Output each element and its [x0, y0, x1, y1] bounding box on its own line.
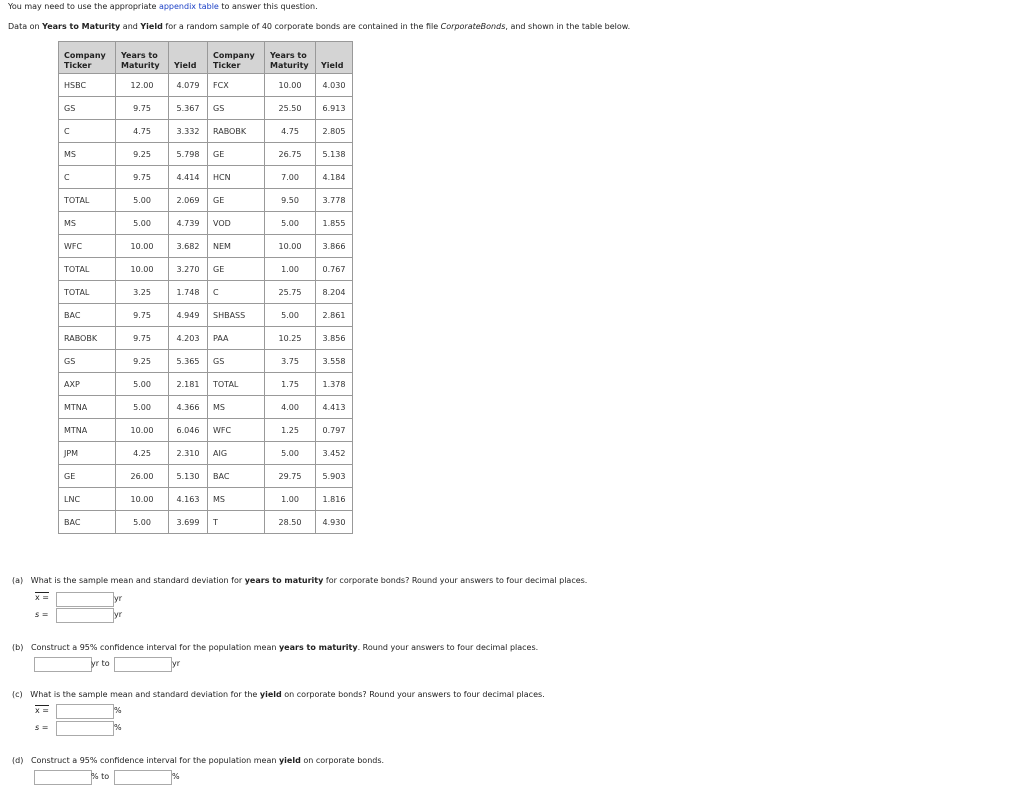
ticker-cell: NEM: [208, 235, 265, 258]
table-row: [59, 258, 353, 281]
yield-cell: 5.367: [169, 97, 208, 120]
maturity-cell: 10.00: [265, 235, 316, 258]
maturity-cell: 9.75: [116, 327, 169, 350]
yield-cell: 3.332: [169, 120, 208, 143]
yield-cell: 3.699: [169, 511, 208, 534]
maturity-cell: 25.75: [265, 281, 316, 304]
yield-cell: 1.855: [316, 212, 353, 235]
ticker-cell: MTNA: [59, 419, 116, 442]
yield-cell: 4.413: [316, 396, 353, 419]
b-unit: yr: [172, 659, 181, 668]
yield-cell: 6.913: [316, 97, 353, 120]
intro-line-2: [8, 22, 630, 31]
xbar-label: [35, 706, 49, 715]
xbar-label-text: x =: [35, 593, 49, 602]
ticker-cell: GS: [208, 350, 265, 373]
table-row: [59, 419, 353, 442]
table-row: [59, 396, 353, 419]
maturity-cell: 4.25: [116, 442, 169, 465]
c-mean-unit: %: [114, 706, 122, 715]
question-text: on corporate bonds.: [300, 756, 385, 765]
ticker-cell: WFC: [59, 235, 116, 258]
table-header-row: [59, 42, 353, 74]
ticker-cell: GS: [208, 97, 265, 120]
yield-cell: 4.739: [169, 212, 208, 235]
yield-cell: 4.030: [316, 74, 353, 97]
ticker-cell: PAA: [208, 327, 265, 350]
maturity-cell: 9.25: [116, 143, 169, 166]
intro-bold: Years to Maturity: [42, 22, 121, 31]
ticker-cell: FCX: [208, 74, 265, 97]
header-yield: Yield: [316, 42, 353, 74]
intro-line-1: [8, 2, 318, 11]
question-bold: yield: [259, 690, 282, 699]
header-years-to-maturity: Years to Maturity: [116, 42, 169, 74]
yield-cell: 2.181: [169, 373, 208, 396]
maturity-cell: 5.00: [116, 396, 169, 419]
maturity-cell: 9.75: [116, 97, 169, 120]
yield-cell: 4.203: [169, 327, 208, 350]
maturity-cell: 25.50: [265, 97, 316, 120]
ticker-cell: GE: [208, 258, 265, 281]
ticker-cell: AIG: [208, 442, 265, 465]
ticker-cell: TOTAL: [59, 281, 116, 304]
yield-cell: 3.778: [316, 189, 353, 212]
part-label: (c): [12, 690, 23, 699]
part-label: (b): [12, 643, 24, 652]
question-text: . Round your answers to four decimal places.: [357, 643, 539, 652]
yield-cell: 8.204: [316, 281, 353, 304]
yield-cell: 2.805: [316, 120, 353, 143]
header-years-to-maturity: Years to Maturity: [265, 42, 316, 74]
ticker-cell: TOTAL: [59, 189, 116, 212]
table-row: [59, 488, 353, 511]
ticker-cell: RABOBK: [59, 327, 116, 350]
question-bold: yield: [278, 756, 301, 765]
appendix-table-link[interactable]: appendix table: [158, 2, 219, 11]
part-a-question: [12, 576, 587, 585]
maturity-cell: 5.00: [116, 511, 169, 534]
maturity-cell: 4.00: [265, 396, 316, 419]
maturity-cell: 1.00: [265, 488, 316, 511]
ticker-cell: WFC: [208, 419, 265, 442]
a-mean-input[interactable]: [56, 592, 114, 607]
maturity-cell: 28.50: [265, 511, 316, 534]
yield-cell: 3.452: [316, 442, 353, 465]
maturity-cell: 7.00: [265, 166, 316, 189]
ticker-cell: HCN: [208, 166, 265, 189]
ticker-cell: C: [59, 166, 116, 189]
yield-cell: 5.798: [169, 143, 208, 166]
maturity-cell: 9.50: [265, 189, 316, 212]
ticker-cell: MS: [59, 143, 116, 166]
maturity-cell: 26.00: [116, 465, 169, 488]
table-row: [59, 465, 353, 488]
yield-cell: 4.930: [316, 511, 353, 534]
question-text: What is the sample mean and standard deviation for: [30, 576, 245, 585]
maturity-cell: 10.00: [116, 488, 169, 511]
question-bold: years to maturity: [244, 576, 324, 585]
a-mean-unit: yr: [114, 594, 123, 603]
yield-cell: 5.365: [169, 350, 208, 373]
yield-cell: 1.816: [316, 488, 353, 511]
header-company-ticker: Company Ticker: [59, 42, 116, 74]
d-upper-input[interactable]: [114, 770, 172, 785]
table-row: [59, 511, 353, 534]
header-company-ticker: Company Ticker: [208, 42, 265, 74]
yield-cell: 3.270: [169, 258, 208, 281]
c-sd-input[interactable]: [56, 721, 114, 736]
ticker-cell: AXP: [59, 373, 116, 396]
intro-text: to answer this question.: [218, 2, 318, 11]
xbar-label: [35, 593, 49, 602]
ticker-cell: TOTAL: [59, 258, 116, 281]
question-text: for corporate bonds? Round your answers to four decimal places.: [323, 576, 588, 585]
ticker-cell: GS: [59, 350, 116, 373]
yield-cell: 2.069: [169, 189, 208, 212]
d-unit: %: [172, 772, 180, 781]
s-label: s =: [35, 610, 49, 619]
ticker-cell: C: [59, 120, 116, 143]
yield-cell: 0.767: [316, 258, 353, 281]
part-c-question: [12, 690, 545, 699]
maturity-cell: 10.25: [265, 327, 316, 350]
yield-cell: 0.797: [316, 419, 353, 442]
yield-cell: 2.861: [316, 304, 353, 327]
maturity-cell: 3.25: [116, 281, 169, 304]
maturity-cell: 9.25: [116, 350, 169, 373]
maturity-cell: 5.00: [265, 212, 316, 235]
table-row: [59, 74, 353, 97]
maturity-cell: 10.00: [116, 419, 169, 442]
ticker-cell: GE: [208, 189, 265, 212]
yield-cell: 5.903: [316, 465, 353, 488]
ticker-cell: MTNA: [59, 396, 116, 419]
intro-text: for a random sample of 40 corporate bonds are contained in the file: [162, 22, 441, 31]
table-row: [59, 442, 353, 465]
table-row: [59, 304, 353, 327]
table-row: [59, 143, 353, 166]
ticker-cell: GE: [59, 465, 116, 488]
bonds-table: [58, 41, 353, 534]
a-sd-input[interactable]: [56, 608, 114, 623]
ticker-cell: MS: [208, 488, 265, 511]
yield-cell: 4.414: [169, 166, 208, 189]
header-yield: Yield: [169, 42, 208, 74]
table-row: [59, 373, 353, 396]
maturity-cell: 1.75: [265, 373, 316, 396]
table-row: [59, 212, 353, 235]
yield-cell: 5.130: [169, 465, 208, 488]
table-row: [59, 120, 353, 143]
yield-cell: 3.558: [316, 350, 353, 373]
d-mid-label: % to: [91, 772, 110, 781]
ticker-cell: GE: [208, 143, 265, 166]
ticker-cell: T: [208, 511, 265, 534]
file-name: CorporateBonds: [440, 22, 506, 31]
c-sd-unit: %: [114, 723, 122, 732]
yield-cell: 1.748: [169, 281, 208, 304]
maturity-cell: 10.00: [265, 74, 316, 97]
maturity-cell: 1.00: [265, 258, 316, 281]
question-text: on corporate bonds? Round your answers to four decimal places.: [281, 690, 545, 699]
maturity-cell: 5.00: [116, 373, 169, 396]
maturity-cell: 1.25: [265, 419, 316, 442]
yield-cell: 4.163: [169, 488, 208, 511]
ticker-cell: BAC: [59, 511, 116, 534]
yield-cell: 3.856: [316, 327, 353, 350]
part-label: (a): [12, 576, 24, 585]
a-sd-unit: yr: [114, 610, 123, 619]
part-d-question: [12, 756, 384, 765]
maturity-cell: 4.75: [116, 120, 169, 143]
yield-cell: 5.138: [316, 143, 353, 166]
maturity-cell: 5.00: [265, 304, 316, 327]
ticker-cell: GS: [59, 97, 116, 120]
maturity-cell: 5.00: [265, 442, 316, 465]
c-mean-input[interactable]: [56, 704, 114, 719]
question-text: What is the sample mean and standard deviation for the: [30, 690, 260, 699]
ticker-cell: C: [208, 281, 265, 304]
maturity-cell: 10.00: [116, 258, 169, 281]
yield-cell: 4.949: [169, 304, 208, 327]
question-text: Construct a 95% confidence interval for the population mean: [30, 643, 279, 652]
b-mid-label: yr to: [91, 659, 110, 668]
ticker-cell: JPM: [59, 442, 116, 465]
yield-cell: 6.046: [169, 419, 208, 442]
intro-text: and: [120, 22, 141, 31]
maturity-cell: 26.75: [265, 143, 316, 166]
intro-text: , and shown in the table below.: [505, 22, 631, 31]
yield-cell: 1.378: [316, 373, 353, 396]
yield-cell: 3.682: [169, 235, 208, 258]
maturity-cell: 12.00: [116, 74, 169, 97]
s-label: s =: [35, 723, 49, 732]
maturity-cell: 5.00: [116, 212, 169, 235]
maturity-cell: 9.75: [116, 166, 169, 189]
intro-text: Data on: [8, 22, 43, 31]
b-lower-input[interactable]: [34, 657, 92, 672]
yield-cell: 4.366: [169, 396, 208, 419]
maturity-cell: 29.75: [265, 465, 316, 488]
b-upper-input[interactable]: [114, 657, 172, 672]
question-bold: years to maturity: [278, 643, 358, 652]
ticker-cell: MS: [208, 396, 265, 419]
ticker-cell: BAC: [208, 465, 265, 488]
xbar-label-text: x =: [35, 706, 49, 715]
ticker-cell: VOD: [208, 212, 265, 235]
d-lower-input[interactable]: [34, 770, 92, 785]
yield-cell: 2.310: [169, 442, 208, 465]
yield-cell: 4.079: [169, 74, 208, 97]
intro-bold: Yield: [140, 22, 163, 31]
ticker-cell: MS: [59, 212, 116, 235]
table-row: [59, 281, 353, 304]
ticker-cell: RABOBK: [208, 120, 265, 143]
yield-cell: 3.866: [316, 235, 353, 258]
yield-cell: 4.184: [316, 166, 353, 189]
table-row: [59, 166, 353, 189]
ticker-cell: LNC: [59, 488, 116, 511]
ticker-cell: BAC: [59, 304, 116, 327]
maturity-cell: 5.00: [116, 189, 169, 212]
question-text: Construct a 95% confidence interval for the population mean: [30, 756, 279, 765]
ticker-cell: TOTAL: [208, 373, 265, 396]
table-row: [59, 327, 353, 350]
maturity-cell: 4.75: [265, 120, 316, 143]
table-row: [59, 235, 353, 258]
table-row: [59, 350, 353, 373]
maturity-cell: 10.00: [116, 235, 169, 258]
maturity-cell: 3.75: [265, 350, 316, 373]
ticker-cell: HSBC: [59, 74, 116, 97]
intro-text: You may need to use the appropriate: [8, 2, 159, 11]
ticker-cell: SHBASS: [208, 304, 265, 327]
table-row: [59, 97, 353, 120]
table-row: [59, 189, 353, 212]
part-label: (d): [12, 756, 24, 765]
part-b-question: [12, 643, 538, 652]
maturity-cell: 9.75: [116, 304, 169, 327]
